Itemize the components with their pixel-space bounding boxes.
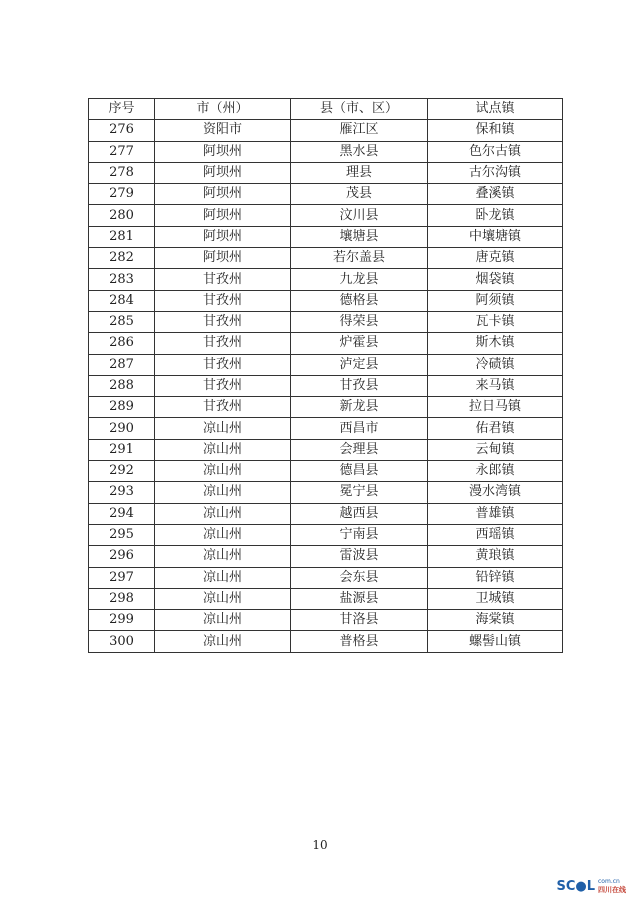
table-row (89, 184, 563, 205)
cell-index: 284 (89, 290, 155, 311)
cell-city: 凉山州 (155, 439, 291, 460)
table-row (89, 482, 563, 503)
cell-index: 299 (89, 610, 155, 631)
table-row (89, 567, 563, 588)
cell-city: 阿坝州 (155, 184, 291, 205)
cell-county: 冕宁县 (291, 482, 428, 503)
cell-city: 凉山州 (155, 482, 291, 503)
table-row (89, 333, 563, 354)
table-row (89, 354, 563, 375)
cell-town: 拉日马镇 (428, 397, 563, 418)
cell-city: 阿坝州 (155, 226, 291, 247)
cell-index: 294 (89, 503, 155, 524)
table-row (89, 610, 563, 631)
cell-city: 阿坝州 (155, 248, 291, 269)
cell-county: 越西县 (291, 503, 428, 524)
table-row (89, 269, 563, 290)
cell-town: 黄琅镇 (428, 546, 563, 567)
cell-index: 278 (89, 162, 155, 183)
cell-town: 云甸镇 (428, 439, 563, 460)
cell-index: 295 (89, 524, 155, 545)
cell-county: 西昌市 (291, 418, 428, 439)
cell-county: 会理县 (291, 439, 428, 460)
cell-index: 285 (89, 311, 155, 332)
cell-county: 雁江区 (291, 120, 428, 141)
cell-town: 阿须镇 (428, 290, 563, 311)
table-row (89, 588, 563, 609)
cell-index: 293 (89, 482, 155, 503)
scol-watermark (556, 878, 626, 894)
cell-town: 中壤塘镇 (428, 226, 563, 247)
cell-index: 279 (89, 184, 155, 205)
cell-city: 凉山州 (155, 461, 291, 482)
cell-city: 资阳市 (155, 120, 291, 141)
cell-index: 281 (89, 226, 155, 247)
table-row (89, 397, 563, 418)
cell-city: 甘孜州 (155, 290, 291, 311)
cell-town: 海棠镇 (428, 610, 563, 631)
cell-town: 永郎镇 (428, 461, 563, 482)
table-row (89, 226, 563, 247)
table-row (89, 631, 563, 652)
table-row (89, 375, 563, 396)
cell-city: 阿坝州 (155, 205, 291, 226)
cell-index: 283 (89, 269, 155, 290)
cell-town: 西瑶镇 (428, 524, 563, 545)
cell-index: 286 (89, 333, 155, 354)
cell-county: 德昌县 (291, 461, 428, 482)
cell-index: 296 (89, 546, 155, 567)
cell-county: 宁南县 (291, 524, 428, 545)
cell-county: 汶川县 (291, 205, 428, 226)
scol-logo-side (598, 878, 626, 894)
cell-county: 盐源县 (291, 588, 428, 609)
cell-town: 色尔古镇 (428, 141, 563, 162)
page-number: 10 (312, 838, 328, 852)
table-row (89, 205, 563, 226)
cell-county: 新龙县 (291, 397, 428, 418)
table-row (89, 141, 563, 162)
cell-city: 凉山州 (155, 610, 291, 631)
header-town: 试点镇 (428, 99, 563, 120)
header-county: 县（市、区） (291, 99, 428, 120)
cell-county: 黑水县 (291, 141, 428, 162)
cell-county: 茂县 (291, 184, 428, 205)
table-row (89, 418, 563, 439)
cell-county: 壤塘县 (291, 226, 428, 247)
cell-index: 297 (89, 567, 155, 588)
cell-town: 唐克镇 (428, 248, 563, 269)
cell-county: 理县 (291, 162, 428, 183)
cell-city: 甘孜州 (155, 333, 291, 354)
table-row (89, 248, 563, 269)
cell-town: 冷碛镇 (428, 354, 563, 375)
cell-town: 漫水湾镇 (428, 482, 563, 503)
scol-cn-name: 四川在线 (598, 886, 626, 894)
table-header-row (89, 99, 563, 120)
cell-index: 290 (89, 418, 155, 439)
cell-city: 凉山州 (155, 588, 291, 609)
cell-index: 276 (89, 120, 155, 141)
header-city: 市（州） (155, 99, 291, 120)
cell-index: 287 (89, 354, 155, 375)
cell-town: 铅锌镇 (428, 567, 563, 588)
pilot-towns-table (88, 98, 563, 653)
table-row (89, 503, 563, 524)
cell-index: 298 (89, 588, 155, 609)
scol-domain: com.cn (598, 878, 620, 885)
table-row (89, 162, 563, 183)
cell-town: 保和镇 (428, 120, 563, 141)
cell-city: 凉山州 (155, 567, 291, 588)
cell-town: 普雄镇 (428, 503, 563, 524)
cell-county: 九龙县 (291, 269, 428, 290)
cell-city: 阿坝州 (155, 141, 291, 162)
cell-county: 甘孜县 (291, 375, 428, 396)
cell-index: 289 (89, 397, 155, 418)
table-row (89, 461, 563, 482)
table-row (89, 120, 563, 141)
cell-county: 会东县 (291, 567, 428, 588)
cell-county: 若尔盖县 (291, 248, 428, 269)
cell-city: 甘孜州 (155, 397, 291, 418)
cell-town: 瓦卡镇 (428, 311, 563, 332)
cell-city: 凉山州 (155, 503, 291, 524)
cell-town: 螺髻山镇 (428, 631, 563, 652)
table-row (89, 290, 563, 311)
header-index: 序号 (89, 99, 155, 120)
cell-town: 烟袋镇 (428, 269, 563, 290)
cell-county: 德格县 (291, 290, 428, 311)
cell-city: 凉山州 (155, 546, 291, 567)
cell-index: 292 (89, 461, 155, 482)
cell-town: 古尔沟镇 (428, 162, 563, 183)
cell-index: 282 (89, 248, 155, 269)
table-row (89, 311, 563, 332)
cell-index: 277 (89, 141, 155, 162)
table-row (89, 439, 563, 460)
cell-index: 291 (89, 439, 155, 460)
cell-city: 甘孜州 (155, 311, 291, 332)
cell-town: 卧龙镇 (428, 205, 563, 226)
table-row (89, 546, 563, 567)
cell-city: 甘孜州 (155, 354, 291, 375)
cell-county: 普格县 (291, 631, 428, 652)
cell-county: 甘洛县 (291, 610, 428, 631)
cell-county: 炉霍县 (291, 333, 428, 354)
cell-town: 斯木镇 (428, 333, 563, 354)
cell-county: 得荣县 (291, 311, 428, 332)
cell-town: 佑君镇 (428, 418, 563, 439)
cell-city: 甘孜州 (155, 375, 291, 396)
cell-city: 甘孜州 (155, 269, 291, 290)
cell-city: 阿坝州 (155, 162, 291, 183)
table-row (89, 524, 563, 545)
cell-county: 泸定县 (291, 354, 428, 375)
cell-index: 288 (89, 375, 155, 396)
cell-index: 280 (89, 205, 155, 226)
scol-logo-text: SC●L (556, 878, 595, 894)
cell-city: 凉山州 (155, 418, 291, 439)
cell-town: 叠溪镇 (428, 184, 563, 205)
cell-index: 300 (89, 631, 155, 652)
cell-town: 来马镇 (428, 375, 563, 396)
cell-town: 卫城镇 (428, 588, 563, 609)
cell-city: 凉山州 (155, 524, 291, 545)
cell-city: 凉山州 (155, 631, 291, 652)
cell-county: 雷波县 (291, 546, 428, 567)
